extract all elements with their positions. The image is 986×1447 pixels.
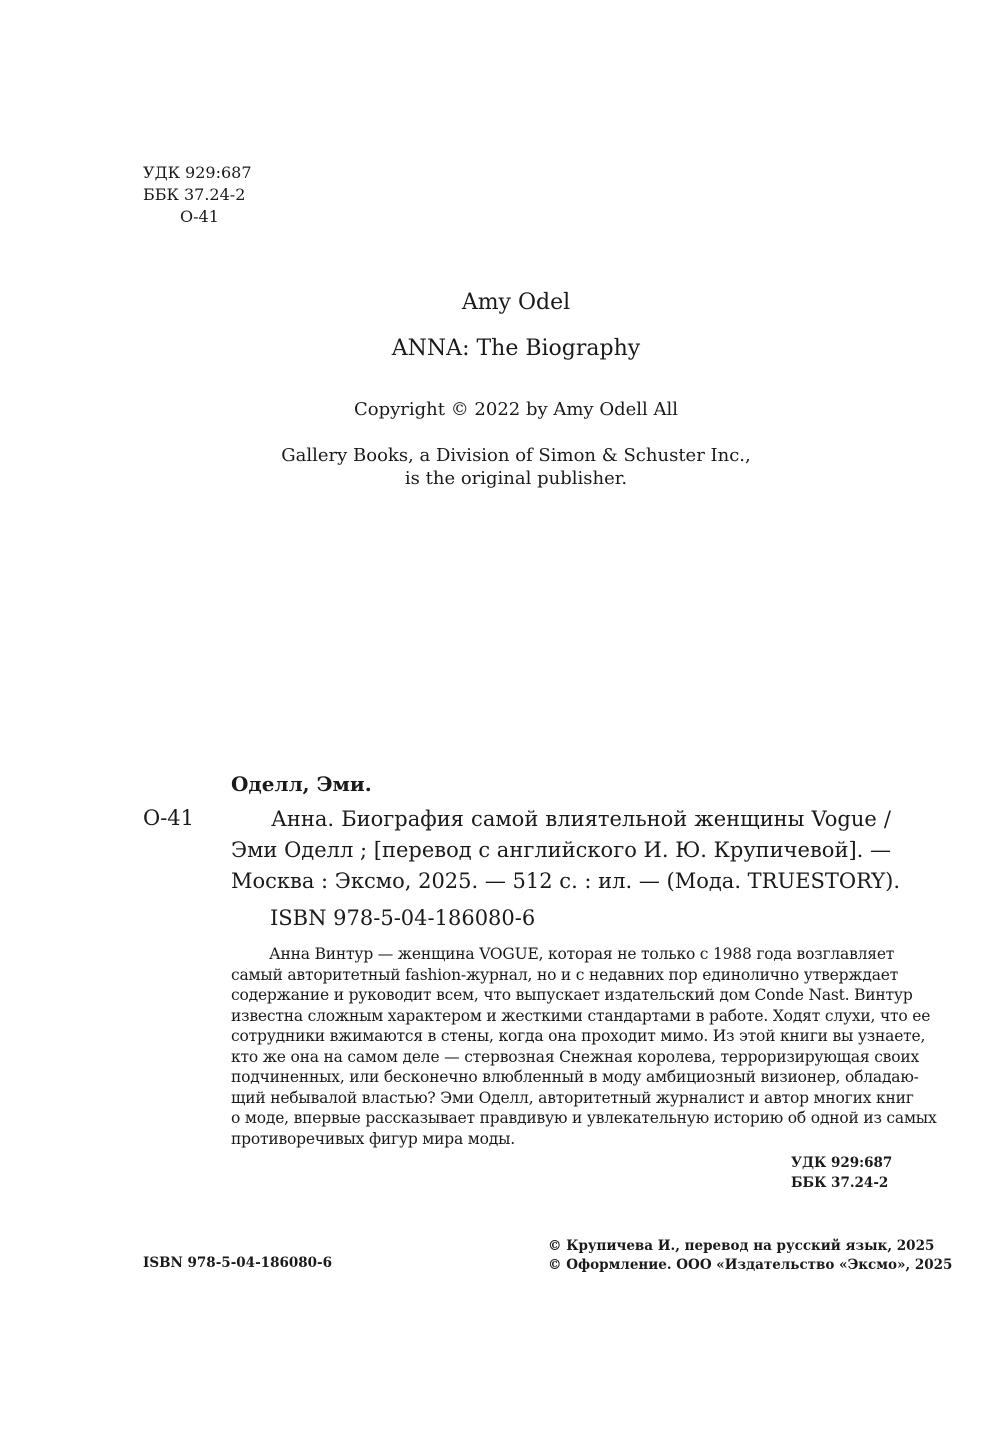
copyright-translation: © Крупичева И., перевод на русский язык, 2025 xyxy=(548,1238,935,1254)
annotation-line: известна сложным характером и жесткими стандартами в работе. Ходят слухи, что ее xyxy=(231,1006,931,1025)
author-mark: О-41 xyxy=(180,207,219,226)
original-title: ANNA: The Biography xyxy=(391,336,641,361)
bibliography-line-2: Эми Оделл ; [перевод с английского И. Ю. Крупичевой]. — xyxy=(231,838,891,862)
annotation-line: Анна Винтур — женщина VOGUE, которая не только с 1988 года возглавляет xyxy=(269,945,895,963)
annotation-line: содержание и руководит всем, что выпускает издательский дом Conde Nast. Винтур xyxy=(231,986,913,1004)
bibliography-isbn: ISBN 978-5-04-186080-6 xyxy=(270,906,536,930)
annotation-line: сотрудники вжимаются в стены, когда она проходит мимо. Из этой книги вы узнаете, xyxy=(231,1027,926,1045)
bibliography-code: О-41 xyxy=(143,806,195,830)
bibliography-line-3: Москва : Эксмо, 2025. — 512 с. : ил. — (Мода. TRUESTORY). xyxy=(231,869,901,893)
copyright-design: © Оформление. ООО «Издательство «Эксмо», 2025 xyxy=(548,1257,953,1273)
bibliography-line-1: Анна. Биография самой влиятельной женщины Vogue / xyxy=(271,807,891,831)
bbk-code: ББК 37.24-2 xyxy=(143,185,246,204)
publisher-line-2: is the original publisher. xyxy=(404,468,628,489)
annotation-line: противоречивых фигур мира моды. xyxy=(231,1129,515,1148)
annotation xyxy=(231,944,937,1149)
annotation-line: самый авторитетный fashion-журнал, но и с недавних пор единолично утверждает xyxy=(231,965,899,984)
original-publisher xyxy=(0,444,986,490)
original-author: Amy Odel xyxy=(461,290,571,315)
annotation-line: щий небывалой властью? Эми Оделл, авторитетный журналист и автор многих книг xyxy=(231,1088,914,1107)
footer-isbn: ISBN 978-5-04-186080-6 xyxy=(143,1255,333,1271)
bbk-code-bottom: ББК 37.24-2 xyxy=(791,1175,889,1191)
annotation-line: о моде, впервые рассказывает правдивую и увлекательную историю об одной из самых xyxy=(231,1109,937,1127)
classification-codes xyxy=(143,162,252,228)
annotation-codes xyxy=(791,1153,891,1193)
udk-code: УДК 929:687 xyxy=(143,163,252,182)
publisher-line-1: Gallery Books, a Division of Simon & Schuster Inc., xyxy=(281,445,751,466)
bibliography-author: Оделл, Эми. xyxy=(231,772,372,796)
bibliography-description xyxy=(231,804,901,897)
original-copyright: Copyright © 2022 by Amy Odell All xyxy=(353,399,679,420)
annotation-line: подчиненных, или бесконечно влюбленный в моду амбициозный визионер, обладаю- xyxy=(231,1068,919,1086)
udk-code-bottom: УДК 929:687 xyxy=(791,1155,893,1171)
footer-copyrights xyxy=(548,1237,952,1275)
annotation-line: кто же она на самом деле — стервозная Снежная королева, терроризирующая своих xyxy=(231,1047,920,1066)
